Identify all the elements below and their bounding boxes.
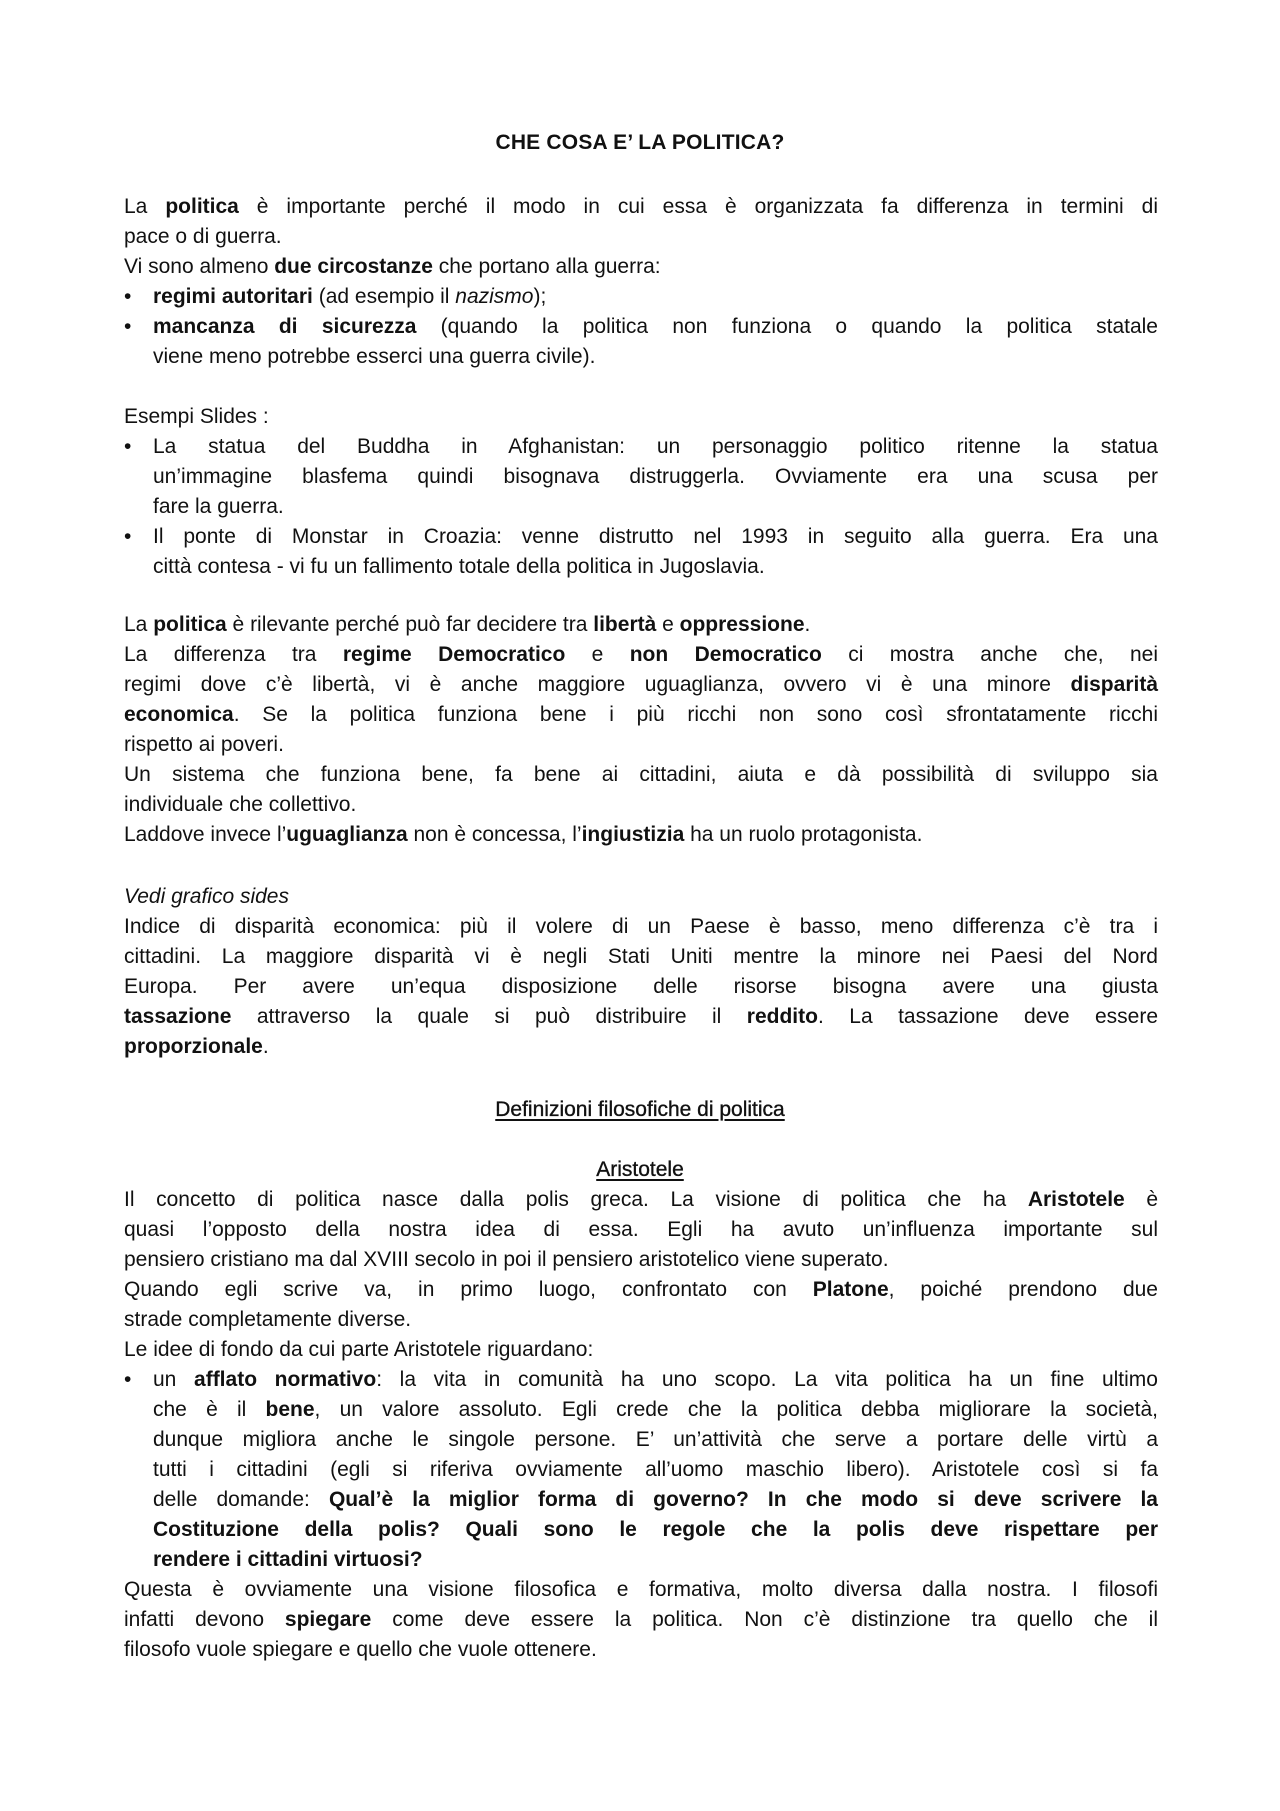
bold-text: reddito [746,1005,818,1028]
text-line [124,882,1158,912]
text-line [153,1545,1158,1575]
bold-text: Aristotele [1027,1188,1125,1211]
text-run: (ad esempio il [312,285,456,308]
text-line [153,1455,1158,1485]
text-run: un’immagine blasfema quindi bisognava distruggerla. Ovviamente era una scusa per [153,465,1158,488]
list-item-line [153,522,1158,552]
text-run: regimi dove c’è libertà, vi è anche maggiore uguaglianza, ovvero vi è una minore [124,673,1071,696]
text-run: Le idee di fondo da cui parte Aristotele riguardano: [124,1338,594,1361]
text-run: ci mostra anche che, nei [821,643,1158,666]
text-run: pensiero cristiano ma dal XVIII secolo in poi il pensiero aristotelico viene superato. [124,1248,889,1271]
bullet-icon: • [124,285,132,308]
text-line [153,1395,1158,1425]
text-run: e [565,643,630,666]
text-run: è [1124,1188,1158,1211]
text-line [124,1002,1158,1032]
text-run: Europa. Per avere un’equa disposizione delle risorse bisogna avere una giusta [124,975,1158,998]
text-run: Quando egli scrive va, in primo luogo, confrontato con [124,1278,813,1301]
text-run: ); [533,285,547,308]
list-item-line [153,432,1158,462]
text-line [124,942,1158,972]
text-run: un [153,1368,195,1391]
bold-text: regime Democratico [342,643,566,666]
text-run: strade completamente diverse. [124,1308,412,1331]
bold-text: Qual’è la miglior forma di governo? In che modo si deve scrivere la [328,1488,1158,1511]
text-run: , poiché prendono due [888,1278,1158,1301]
bold-text: bene [265,1398,315,1421]
text-run: . Se la politica funziona bene i più ricchi non sono così sfrontatamente ricchi [233,703,1158,726]
text-line [124,252,1158,282]
text-line [124,670,1158,700]
text-run: fare la guerra. [153,495,284,518]
text-line [124,820,1158,850]
text-line [124,1215,1158,1245]
text-line [124,1335,1158,1365]
text-run: Questa è ovviamente una visione filosofica e formativa, molto diversa dalla nostra. I filosofi [124,1578,1158,1601]
text-run: La differenza tra [124,643,343,666]
bold-text: due circostanze [274,255,433,278]
text-line [124,760,1158,790]
text-line [124,1575,1158,1605]
text-run: pace o di guerra. [124,225,282,248]
text-run: è rilevante perché può far decidere tra [226,613,594,636]
text-run: tutti i cittadini (egli si riferiva ovviamente all’uomo maschio libero). Aristotele così si fa [153,1458,1158,1481]
text-line [153,462,1158,492]
bold-text: proporzionale [124,1035,263,1058]
bold-text: libertà [593,613,657,636]
text-line [124,1305,1158,1335]
text-line [124,1275,1158,1305]
text-run: che portano alla guerra: [432,255,661,278]
text-run: Laddove invece l’ [124,823,287,846]
text-line [153,1425,1158,1455]
bold-text: Costituzione della polis? Quali sono le regole che la polis deve rispettare per [153,1518,1158,1541]
text-run: attraverso la quale si può distribuire il [231,1005,747,1028]
text-run: Il ponte di Monstar in Croazia: venne distrutto nel 1993 in seguito alla guerra. Era una [153,525,1158,548]
text-run: . [262,1035,269,1058]
text-run: filosofo vuole spiegare e quello che vuole ottenere. [124,1638,597,1661]
section-heading-aristotele: Aristotele [596,1158,684,1181]
text-line [124,192,1158,222]
text-run: è importante perché il modo in cui essa è organizzata fa differenza in termini di [238,195,1158,218]
text-line [124,610,1158,640]
text-run: . [804,613,811,636]
text-run: Esempi Slides : [124,405,269,428]
list-item-line [153,1365,1158,1395]
text-run: La statua del Buddha in Afghanistan: un personaggio politico ritenne la statua [153,435,1158,458]
list-item-line [153,282,1158,312]
text-run: dunque migliora anche le singole persone. E’ un’attività che serve a portare delle virtù a [153,1428,1158,1451]
text-run: (quando la politica non funziona o quando la politica statale [416,315,1158,338]
text-run: Indice di disparità economica: più il volere di un Paese è basso, meno differenza c’è tra i [124,915,1158,938]
text-line [153,492,1158,522]
text-line [124,402,1158,432]
text-run: non è concessa, l’ [407,823,582,846]
bold-text: rendere i cittadini virtuosi? [153,1548,423,1571]
bullet-icon: • [124,525,132,548]
bold-text: oppressione [679,613,805,636]
bold-text: politica [165,195,239,218]
text-run: come deve essere la politica. Non c’è distinzione tra quello che il [371,1608,1158,1631]
text-line [124,1605,1158,1635]
bold-text: tassazione [124,1005,232,1028]
text-run: individuale che collettivo. [124,793,357,816]
bullet-icon: • [124,1368,132,1391]
text-run: La [124,613,154,636]
bold-text: politica [153,613,227,636]
text-run: cittadini. La maggiore disparità vi è negli Stati Uniti mentre la minore nei Paesi del Nord [124,945,1158,968]
text-run: delle domande: [153,1488,329,1511]
bold-text: regimi autoritari [153,285,313,308]
text-run: : la vita in comunità ha uno scopo. La vita politica ha un fine ultimo [376,1368,1158,1391]
text-run: Il concetto di politica nasce dalla polis greca. La visione di politica che ha [124,1188,1028,1211]
text-run: infatti devono [124,1608,285,1631]
text-line [153,342,1158,372]
text-run: . La tassazione deve essere [817,1005,1158,1028]
bold-text: Platone [812,1278,889,1301]
italic-text: Vedi grafico sides [124,885,289,908]
list-item-line [153,312,1158,342]
text-line [153,552,1158,582]
text-run: viene meno potrebbe esserci una guerra civile). [153,345,596,368]
text-line [124,700,1158,730]
page-title: CHE COSA E’ LA POLITICA? [495,131,785,154]
text-line [124,222,1158,252]
text-line [153,1485,1158,1515]
bold-text: disparità [1070,673,1158,696]
bold-text: uguaglianza [286,823,408,846]
text-line [124,640,1158,670]
text-line [124,972,1158,1002]
text-run: che è il [153,1398,266,1421]
bold-text: ingiustizia [581,823,685,846]
text-line [124,790,1158,820]
text-run: e [656,613,680,636]
text-run: Vi sono almeno [124,255,275,278]
text-line [124,912,1158,942]
text-run: ha un ruolo protagonista. [684,823,923,846]
text-line [124,1185,1158,1215]
text-run: quasi l’opposto della nostra idea di essa. Egli ha avuto un’influenza importante sul [124,1218,1158,1241]
italic-text: nazismo [455,285,534,308]
text-line [124,1245,1158,1275]
text-line [153,1515,1158,1545]
bullet-icon: • [124,315,132,338]
bold-text: afflato normativo [194,1368,377,1391]
bold-text: spiegare [284,1608,372,1631]
bold-text: mancanza di sicurezza [153,315,417,338]
text-run: , un valore assoluto. Egli crede che la politica debba migliorare la società, [314,1398,1159,1421]
text-line [124,1635,1158,1665]
text-line [124,1032,1158,1062]
section-heading-definizioni: Definizioni filosofiche di politica [495,1098,785,1121]
text-line [124,730,1158,760]
text-run: La [124,195,166,218]
text-run: Un sistema che funziona bene, fa bene ai cittadini, aiuta e dà possibilità di sviluppo sia [124,763,1158,786]
bullet-icon: • [124,435,132,458]
text-run: rispetto ai poveri. [124,733,284,756]
bold-text: economica [124,703,234,726]
text-run: città contesa - vi fu un fallimento totale della politica in Jugoslavia. [153,555,765,578]
bold-text: non Democratico [629,643,822,666]
